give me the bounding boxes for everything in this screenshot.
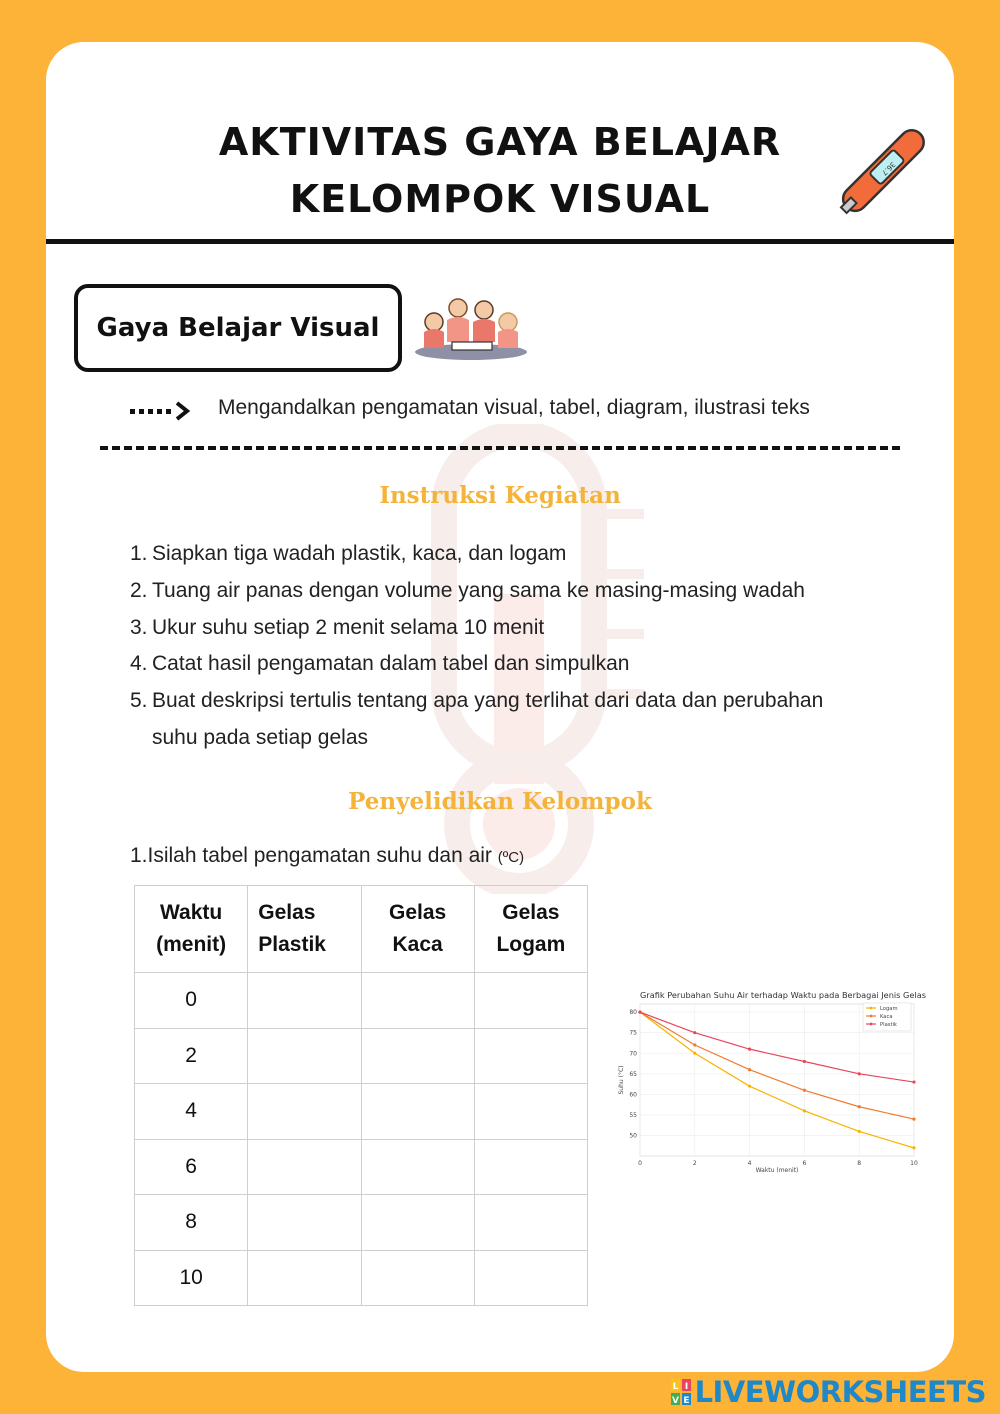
input-cell-kaca[interactable] <box>361 1195 474 1251</box>
input-cell-logam[interactable] <box>474 1250 587 1306</box>
list-item <box>130 573 930 610</box>
step-text: Catat hasil pengamatan dalam tabel dan simpulkan <box>152 652 630 676</box>
y-tick-label: 50 <box>629 1132 637 1140</box>
list-item <box>130 610 930 647</box>
title-line-1: AKTIVITAS GAYA BELAJAR <box>218 120 782 164</box>
worksheet-card <box>46 42 954 1372</box>
svg-text:E: E <box>683 1396 690 1405</box>
data-point-logam <box>748 1085 751 1088</box>
input-cell-plastik[interactable] <box>248 973 361 1029</box>
table-row <box>135 1250 588 1306</box>
header-plastik: Gelas Plastik <box>248 886 361 973</box>
step-number: 4. <box>130 652 148 676</box>
legend-label: Plastik <box>880 1022 897 1028</box>
data-point-plastik <box>638 1011 641 1014</box>
time-cell: 2 <box>135 1028 248 1084</box>
svg-text:I: I <box>684 1382 688 1392</box>
data-point-plastik <box>912 1080 915 1083</box>
x-tick-label: 8 <box>857 1160 862 1167</box>
step-number: 3. <box>130 615 148 639</box>
title-line-2: KELOMPOK VISUAL <box>289 177 711 221</box>
input-cell-plastik[interactable] <box>248 1139 361 1195</box>
data-point-plastik <box>858 1072 861 1075</box>
svg-text:V: V <box>671 1396 679 1405</box>
page-title <box>46 114 954 228</box>
data-point-logam <box>693 1052 696 1055</box>
task-text: 1.Isilah tabel pengamatan suhu dan air <box>130 844 492 867</box>
brand-text: LIVEWORKSHEETS <box>694 1375 986 1409</box>
thermometer-icon <box>832 122 932 222</box>
x-tick-label: 6 <box>802 1160 807 1167</box>
legend-label: Logam <box>880 1006 898 1012</box>
dotted-arrow-icon <box>130 400 194 422</box>
step-text: Tuang air panas dengan volume yang sama ke masing-masing wadah <box>152 578 805 602</box>
y-axis-label: Suhu (°C) <box>618 1065 625 1095</box>
y-tick-label: 65 <box>629 1070 637 1078</box>
input-cell-logam[interactable] <box>474 973 587 1029</box>
observation-table <box>134 885 588 1306</box>
time-cell: 0 <box>135 973 248 1029</box>
header-waktu: Waktu (menit) <box>135 886 248 973</box>
data-point-plastik <box>748 1048 751 1051</box>
data-point-plastik <box>693 1031 696 1034</box>
input-cell-logam[interactable] <box>474 1139 587 1195</box>
x-tick-label: 0 <box>638 1160 642 1167</box>
liveworksheets-brand <box>671 1374 986 1410</box>
input-cell-logam[interactable] <box>474 1195 587 1251</box>
svg-text:L: L <box>672 1382 678 1392</box>
dashed-divider <box>100 446 900 450</box>
step-number: 2. <box>130 578 148 602</box>
liveworksheets-logo-icon <box>671 1379 691 1405</box>
input-cell-logam[interactable] <box>474 1084 587 1140</box>
data-point-logam <box>803 1109 806 1112</box>
y-tick-label: 60 <box>629 1091 637 1099</box>
y-tick-label: 75 <box>629 1029 637 1037</box>
temperature-chart <box>618 986 928 1176</box>
y-tick-label: 55 <box>629 1111 637 1119</box>
step-text: Ukur suhu setiap 2 menit selama 10 menit <box>152 615 545 639</box>
input-cell-plastik[interactable] <box>248 1028 361 1084</box>
header-logam: Gelas Logam <box>474 886 587 973</box>
legend-label: Kaca <box>880 1014 893 1020</box>
chart-title: Grafik Perubahan Suhu Air terhadap Waktu pada Berbagai Jenis Gelas <box>640 990 926 1000</box>
y-tick-label: 70 <box>629 1050 637 1058</box>
legend-marker <box>870 1015 873 1018</box>
table-row <box>135 973 588 1029</box>
data-point-kaca <box>858 1105 861 1108</box>
list-item <box>130 646 930 683</box>
table-row <box>135 1028 588 1084</box>
learning-style-label: Gaya Belajar Visual <box>96 313 380 343</box>
students-reading-icon <box>412 292 530 362</box>
time-cell: 4 <box>135 1084 248 1140</box>
time-cell: 8 <box>135 1195 248 1251</box>
step-text: Buat deskripsi tertulis tentang apa yang terlihat dari data dan perubahan suhu pada setiap gelas <box>152 689 824 749</box>
data-point-kaca <box>912 1117 915 1120</box>
instructions-heading: Instruksi Kegiatan <box>379 482 621 509</box>
input-cell-kaca[interactable] <box>361 1139 474 1195</box>
step-text: Siapkan tiga wadah plastik, kaca, dan logam <box>152 542 567 565</box>
input-cell-kaca[interactable] <box>361 973 474 1029</box>
time-cell: 6 <box>135 1139 248 1195</box>
data-point-plastik <box>803 1060 806 1063</box>
legend-marker <box>870 1023 873 1026</box>
thermometer-reading: 36.7 <box>880 160 897 177</box>
header-divider <box>46 239 954 244</box>
x-axis-label: Waktu (menit) <box>755 1167 799 1174</box>
header-kaca: Gelas Kaca <box>361 886 474 973</box>
x-tick-label: 10 <box>910 1160 918 1167</box>
input-cell-kaca[interactable] <box>361 1250 474 1306</box>
input-cell-kaca[interactable] <box>361 1028 474 1084</box>
y-tick-label: 80 <box>629 1009 637 1017</box>
list-item <box>130 536 930 573</box>
learning-style-description: Mengandalkan pengamatan visual, tabel, diagram, ilustrasi teks <box>218 396 810 419</box>
table-header-row <box>135 886 588 973</box>
legend-marker <box>870 1007 873 1010</box>
step-number: 1. <box>130 542 148 565</box>
data-point-logam <box>912 1146 915 1149</box>
investigation-heading: Penyelidikan Kelompok <box>348 788 652 815</box>
x-tick-label: 4 <box>747 1160 752 1167</box>
input-cell-plastik[interactable] <box>248 1195 361 1251</box>
list-item <box>130 683 930 757</box>
input-cell-plastik[interactable] <box>248 1084 361 1140</box>
data-point-kaca <box>803 1089 806 1092</box>
time-cell: 10 <box>135 1250 248 1306</box>
task-instruction <box>130 844 524 868</box>
table-row <box>135 1139 588 1195</box>
data-point-logam <box>858 1130 861 1133</box>
input-cell-kaca[interactable] <box>361 1084 474 1140</box>
learning-style-box <box>74 284 402 372</box>
x-tick-label: 2 <box>692 1160 697 1167</box>
instruction-list <box>130 536 930 757</box>
input-cell-plastik[interactable] <box>248 1250 361 1306</box>
step-number: 5. <box>130 689 148 713</box>
input-cell-logam[interactable] <box>474 1028 587 1084</box>
data-point-kaca <box>748 1068 751 1071</box>
table-row <box>135 1084 588 1140</box>
table-row <box>135 1195 588 1251</box>
task-unit: (ºC) <box>497 849 525 866</box>
data-point-kaca <box>693 1043 696 1046</box>
